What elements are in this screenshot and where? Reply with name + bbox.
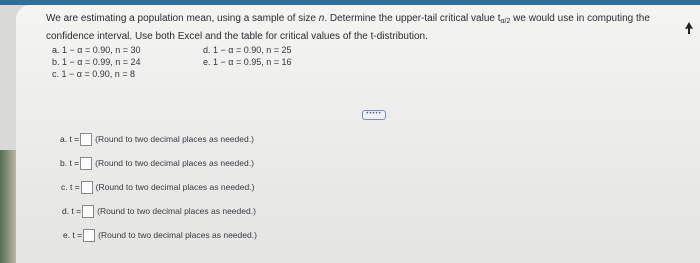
answer-a-label: a. t = [60,134,80,144]
answer-c-input[interactable] [81,181,93,194]
answer-a-input[interactable] [80,133,92,146]
answer-e-hint: (Round to two decimal places as needed.) [98,230,257,240]
answer-e-input[interactable] [83,229,95,242]
answer-a-hint: (Round to two decimal places as needed.) [95,134,254,144]
answer-c-hint: (Round to two decimal places as needed.) [95,182,255,192]
part-e-spec: e. 1 − α = 0.95, n = 16 [203,57,292,67]
answer-d-input[interactable] [82,205,94,218]
question-text [46,11,686,44]
answer-row-a [60,133,254,146]
part-a-spec: a. 1 − α = 0.90, n = 30 [52,45,141,55]
answer-b-label: b. t = [60,158,80,168]
parts-list-right [203,44,292,68]
left-edge-photo-background [0,150,16,263]
expand-more-button[interactable]: ••••• [362,110,386,120]
question-line-1-start: We are estimating a population mean, using a sample of size [46,13,319,24]
answer-c-label: c. t = [61,182,80,192]
answer-row-e [63,229,257,242]
part-d-spec: d. 1 − α = 0.90, n = 25 [203,45,292,55]
question-line-1-end: we would use in computing the [510,13,650,24]
t-subscript: α/2 [500,18,511,25]
answer-row-b [60,157,254,170]
part-b-spec: b. 1 − α = 0.99, n = 24 [52,57,141,67]
sample-size-variable: n [318,13,325,24]
answer-row-c [61,181,254,194]
answer-d-label: d. t = [62,206,82,216]
question-line-1 [46,11,686,29]
answer-row-d [62,205,256,218]
question-line-1-middle: . Determine the upper-tail critical value t [324,13,501,24]
mouse-cursor-icon [684,22,694,34]
answer-d-hint: (Round to two decimal places as needed.) [97,206,256,216]
question-line-2: confidence interval. Use both Excel and the table for critical values of the t-distribution. [46,31,428,42]
answer-e-label: e. t = [63,230,83,240]
answer-b-hint: (Round to two decimal places as needed.) [95,158,254,168]
parts-list-left [52,44,141,80]
part-c-spec: c. 1 − α = 0.90, n = 8 [52,69,136,79]
answer-b-input[interactable] [80,157,92,170]
